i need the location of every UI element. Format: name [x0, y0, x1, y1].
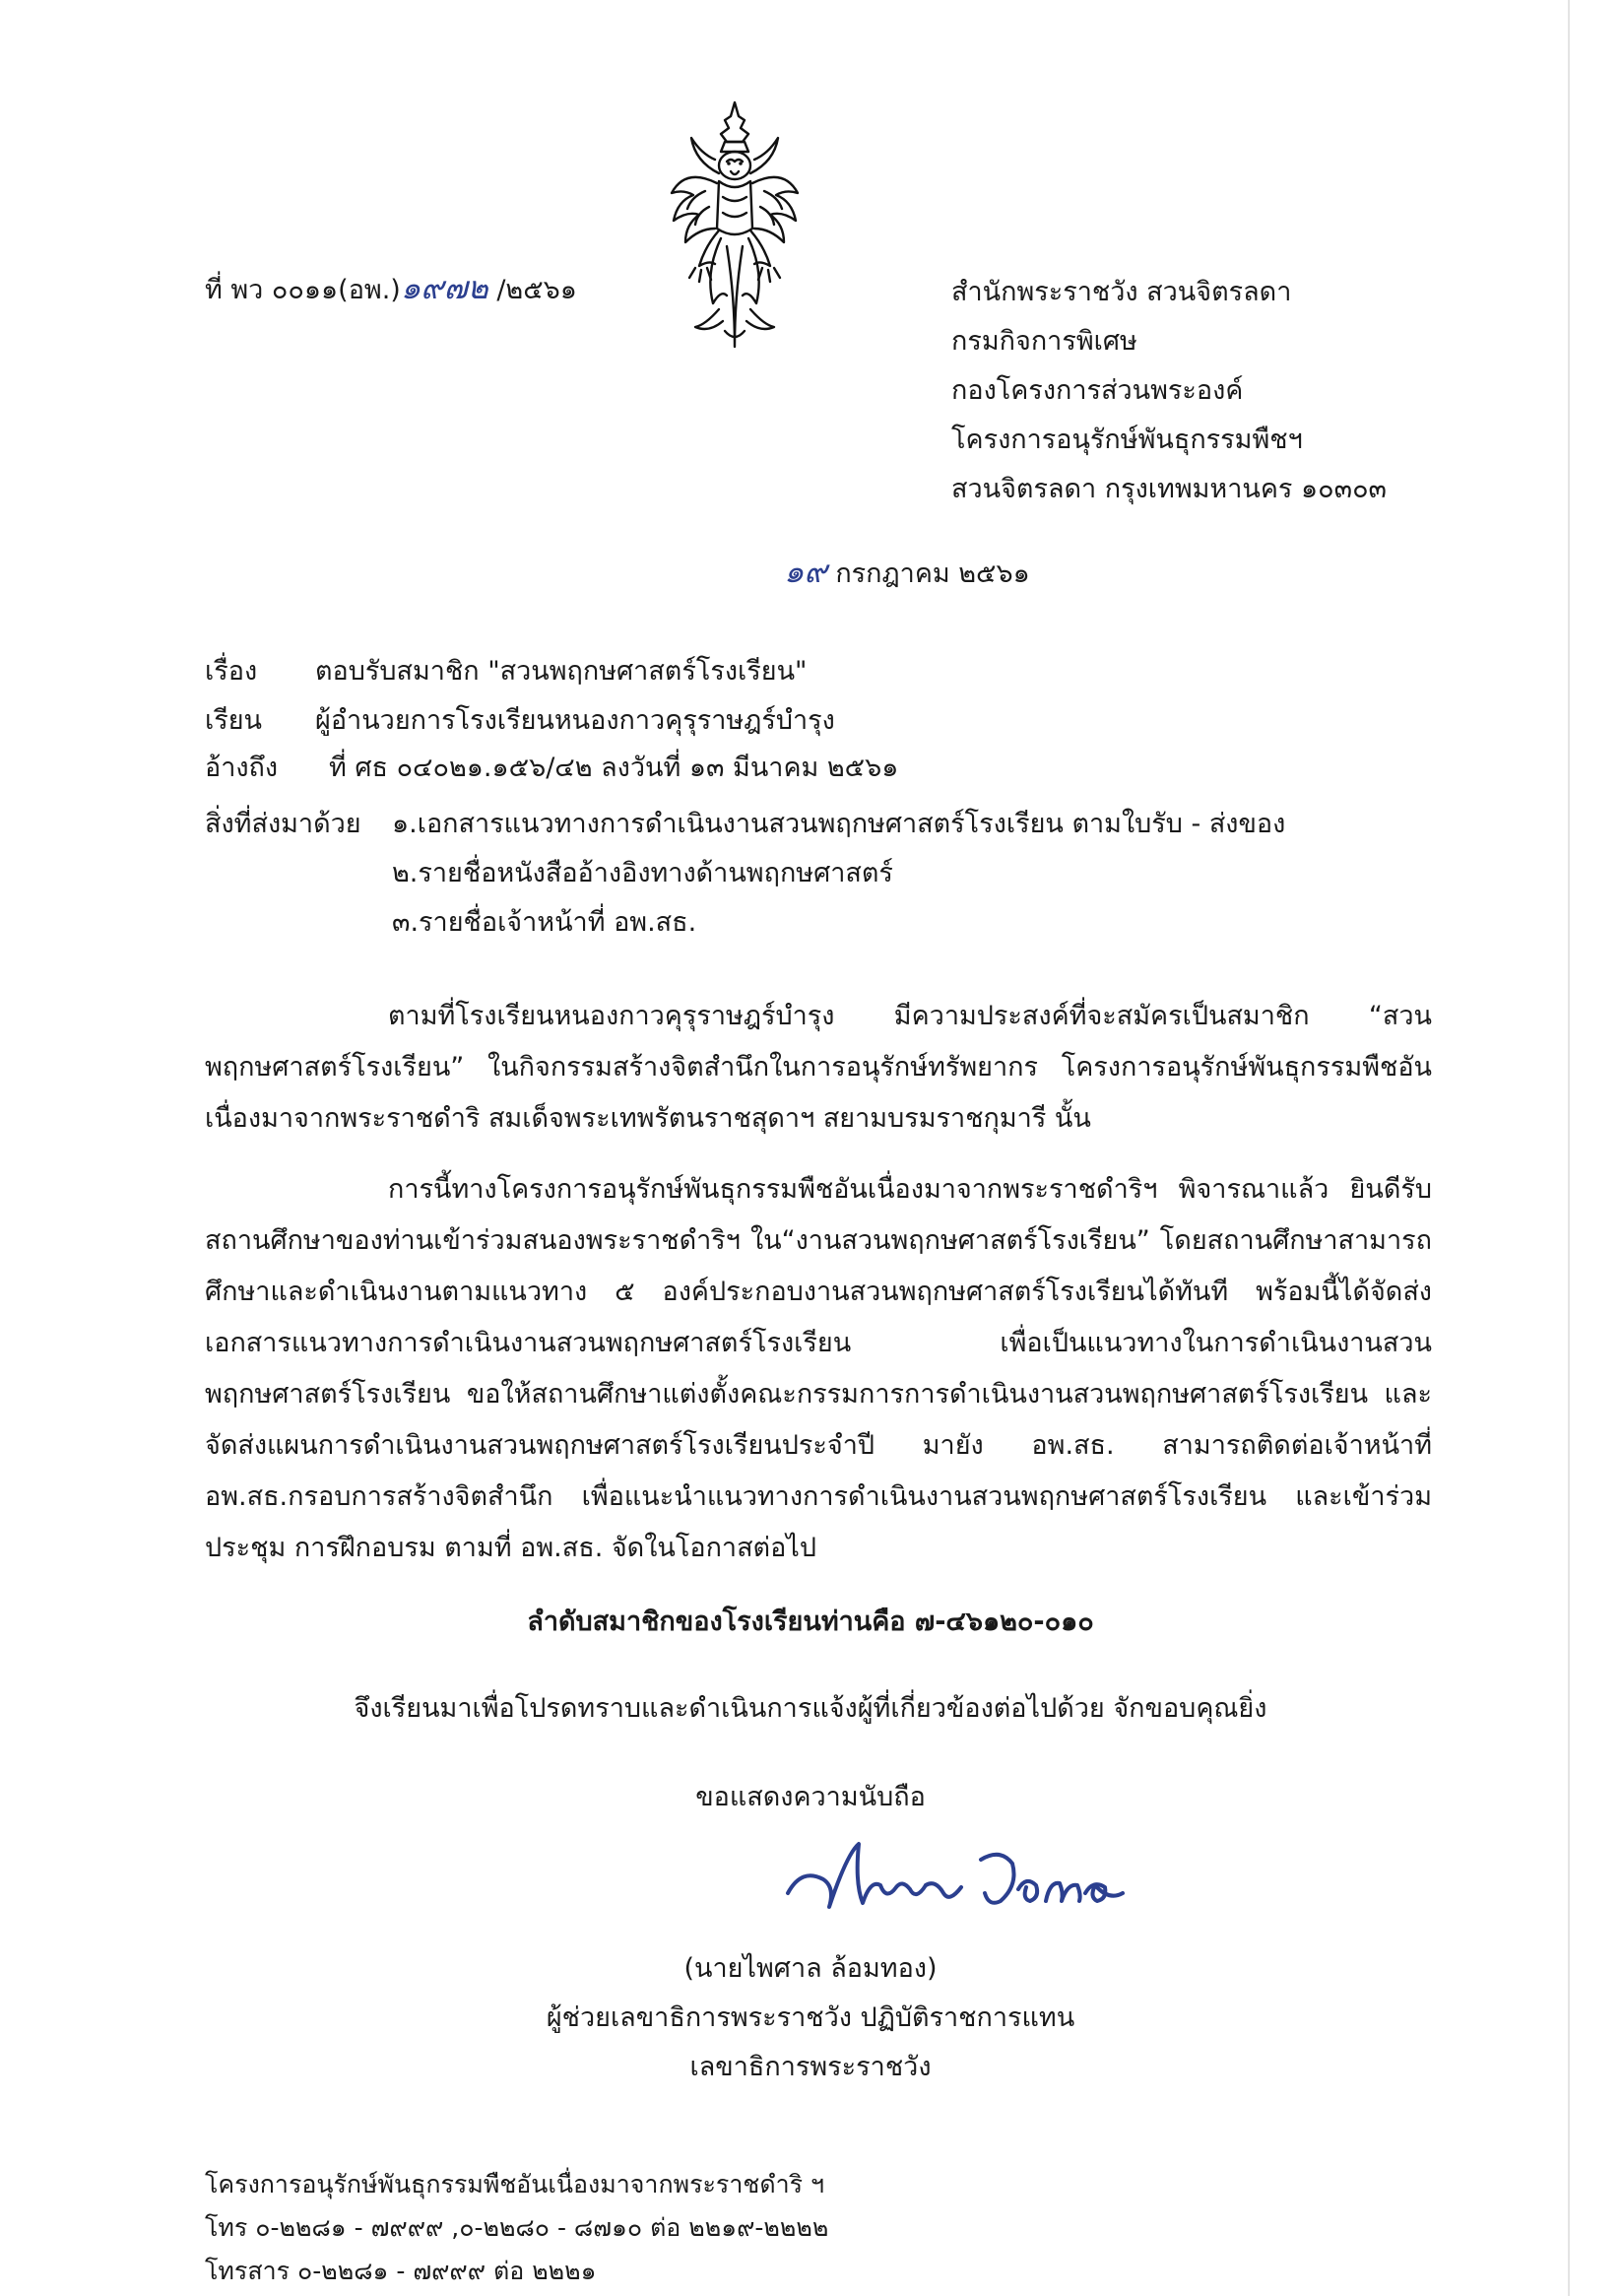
subject-text: ตอบรับสมาชิก "สวนพฤกษศาสตร์โรงเรียน": [315, 656, 808, 687]
footer-fax: โทรสาร ๐-๒๒๘๑ - ๗๙๙๙ ต่อ ๒๒๒๑: [205, 2257, 597, 2285]
signatory-block: [0, 1944, 1621, 2092]
footer-phone: โทร ๐-๒๒๘๑ - ๗๙๙๙ ,๐-๒๒๘๐ - ๘๗๑๐ ต่อ ๒๒๑๙-๒๒๒๒: [205, 2213, 829, 2242]
address-line: โครงการอนุรักษ์พันธุกรรมพืชฯ: [951, 425, 1303, 455]
handwritten-reference-number: ๑๙๗๒: [400, 269, 488, 306]
recipient-text: ผู้อำนวยการโรงเรียนหนองกาวคุรุราษฎร์บำรุง: [315, 705, 835, 736]
address-line: สวนจิตรลดา กรุงเทพมหานคร ๑๐๓๐๓: [951, 474, 1388, 504]
footer: [205, 2163, 828, 2293]
signatory-title: เลขาธิการพระราชวัง: [689, 2052, 932, 2082]
reference-suffix: /๒๕๖๑: [487, 275, 577, 305]
enclosures-list: [392, 800, 1285, 948]
reference-doc-line: [205, 749, 898, 788]
signatory-name: (นายไพศาล ล้อมทอง): [683, 1953, 938, 1984]
enclosure-item: ๑.เอกสารแนวทางการดำเนินงานสวนพฤกษศาสตร์โรงเรียน ตามใบรับ - ส่งของ: [392, 809, 1286, 839]
body-paragraph-2: การนี้ทางโครงการอนุรักษ์พันธุกรรมพืชอันเนื่องมาจากพระราชดำริฯ พิจารณาแล้ว ยินดีรับสถานศึกษาของท่านเข้าร่วมสนองพระราชดำริฯ ใน“งานสวนพฤกษศาสตร์โรงเรียน” โดยสถานศึกษาสามารถศึกษาและดำเนินงานตามแนวทาง ๕ องค์ประกอบงานสวนพฤกษศาสตร์โรงเรียนได้ทันที พร้อมนี้ได้จัดส่งเอกสารแนวทางการดำเนินงานสวนพฤกษศาสตร์โรงเรียน เพื่อเป็นแนวทางในการดำเนินงานสวนพฤกษศาสตร์โรงเรียน ขอให้สถานศึกษาแต่งตั้งคณะกรรมการการดำเนินงานสวนพฤกษศาสตร์โรงเรียน และจัดส่งแผนการดำเนินงานสวนพฤกษศาสตร์โรงเรียนประจำปี มายัง อพ.สธ. สามารถติดต่อเจ้าหน้าที่ อพ.สธ.กรอบการสร้างจิตสำนึก เพื่อแนะนำแนวทางการดำเนินงานสวนพฤกษศาสตร์โรงเรียน และเข้าร่วมประชุม การฝึกอบรม ตามที่ อพ.สธ. จัดในโอกาสต่อไป: [205, 1174, 1432, 1563]
subject-line: [205, 652, 807, 691]
address-line: กองโครงการส่วนพระองค์: [951, 375, 1244, 406]
date-text: กรกฎาคม ๒๕๖๑: [826, 558, 1030, 589]
member-number: ลำดับสมาชิกของโรงเรียนท่านคือ ๗-๔๖๑๒๐-๐๑๐: [527, 1607, 1094, 1637]
recipient-line: [205, 701, 835, 741]
reference-number: [205, 268, 577, 310]
reference-doc-label: อ้างถึง: [205, 753, 279, 783]
reference-doc-text: ที่ ศธ ๐๔๐๒๑.๑๕๖/๔๒ ลงวันที่ ๑๓ มีนาคม ๒๕๖๑: [329, 753, 899, 783]
handwritten-day: ๑๙: [784, 553, 827, 590]
body-paragraph-1: ตามที่โรงเรียนหนองกาวคุรุราษฎร์บำรุง มีความประสงค์ที่จะสมัครเป็นสมาชิก “สวนพฤกษศาสตร์โรงเรียน” ในกิจกรรมสร้างจิตสำนึกในการอนุรักษ์ทรัพยากร โครงการอนุรักษ์พันธุกรรมพืชอันเนื่องมาจากพระราชดำริ สมเด็จพระเทพรัตนราชสุดาฯ สยามบรมราชกุมารี นั้น: [205, 1001, 1432, 1134]
garuda-emblem-icon: [666, 98, 804, 355]
footer-org: โครงการอนุรักษ์พันธุกรรมพืชอันเนื่องมาจากพระราชดำริ ฯ: [205, 2170, 825, 2198]
sender-address: [951, 268, 1387, 514]
regards: ขอแสดงความนับถือ: [695, 1782, 926, 1812]
signatory-title: ผู้ช่วยเลขาธิการพระราชวัง ปฏิบัติราชการแทน: [546, 2002, 1075, 2033]
recipient-label: เรียน: [205, 705, 263, 736]
signature-icon: [778, 1824, 1133, 1933]
letter-date: [784, 552, 1030, 594]
enclosure-item: ๓.รายชื่อเจ้าหน้าที่ อพ.สธ.: [392, 907, 697, 938]
closing-sentence: จึงเรียนมาเพื่อโปรดทราบและดำเนินการแจ้งผู้ที่เกี่ยวข้องต่อไปด้วย จักขอบคุณยิ่ง: [354, 1693, 1267, 1724]
subject-label: เรื่อง: [205, 656, 258, 687]
address-line: กรมกิจการพิเศษ: [951, 326, 1137, 357]
enclosures-label: สิ่งที่ส่งมาด้วย: [205, 809, 361, 839]
reference-prefix: ที่ พว ๐๐๑๑(อพ.): [205, 275, 401, 305]
enclosure-item: ๒.รายชื่อหนังสืออ้างอิงทางด้านพฤกษศาสตร์: [392, 858, 893, 888]
address-line: สำนักพระราชวัง สวนจิตรลดา: [951, 277, 1292, 307]
